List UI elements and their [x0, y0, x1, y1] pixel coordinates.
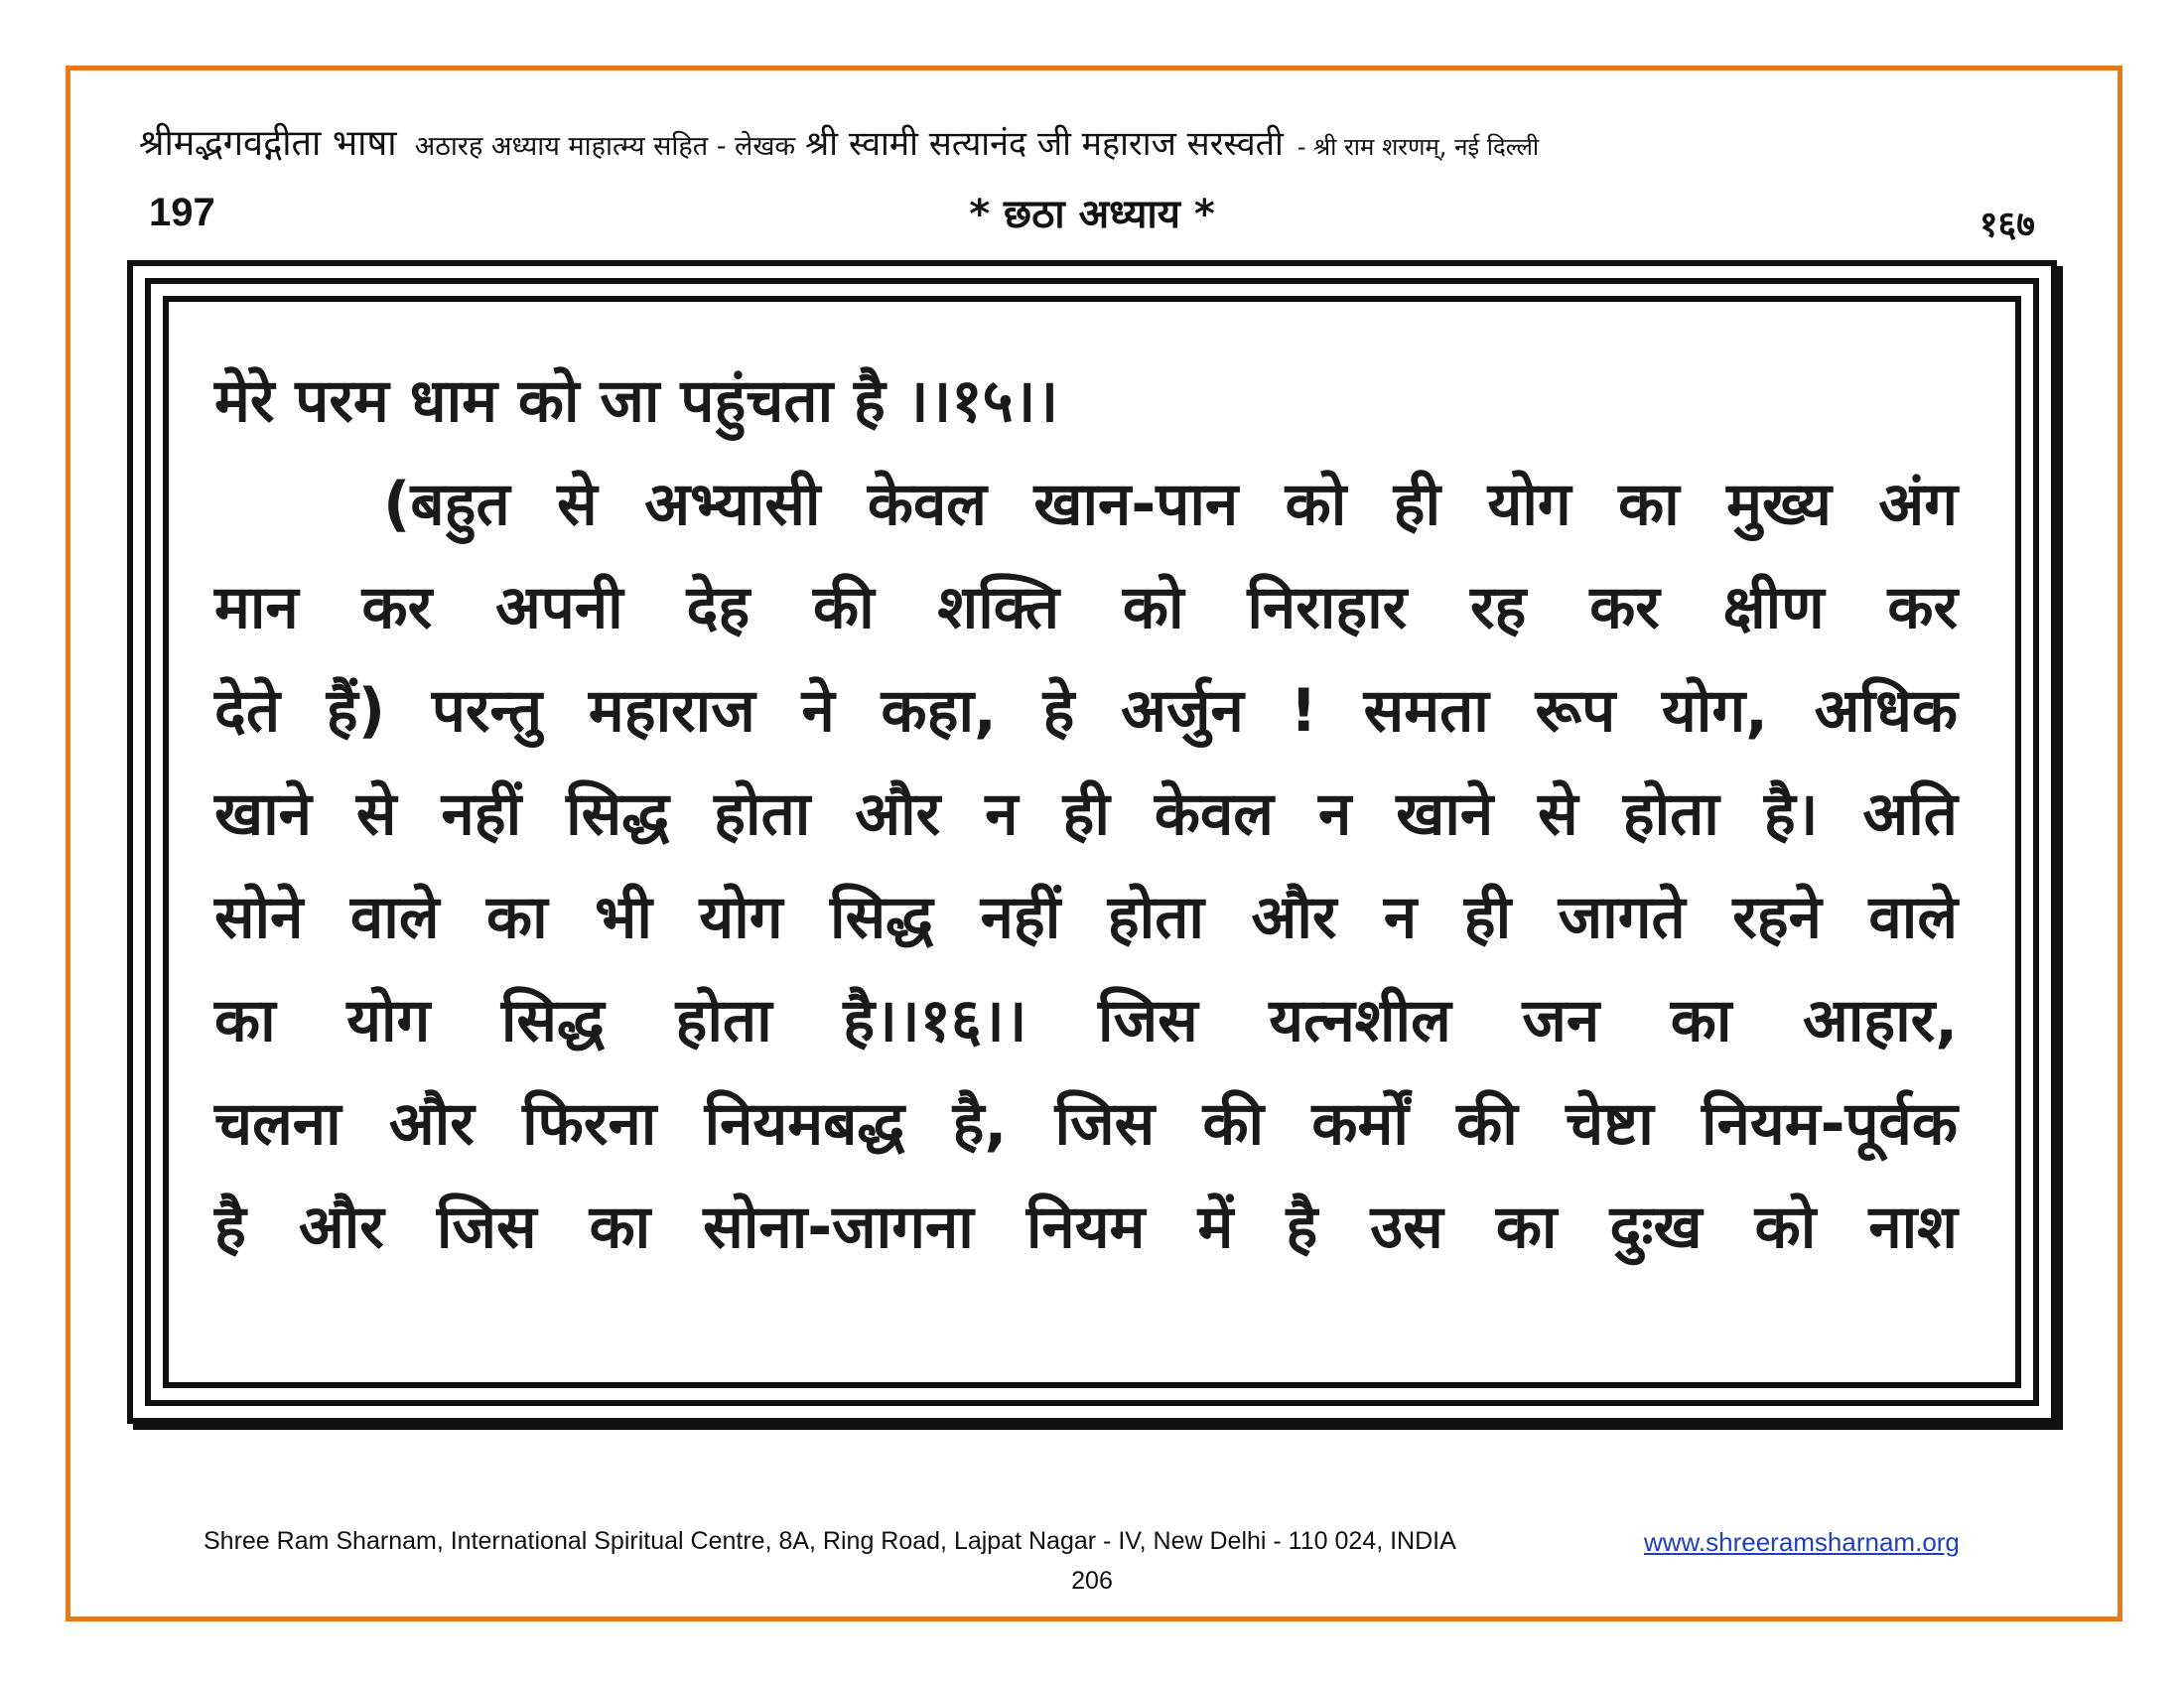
scripture-text: [214, 350, 1958, 1279]
text-line: देते हैं) परन्तु महाराज ने कहा, हे अर्जुन ! समता रूप योग, अधिक: [214, 676, 1958, 746]
text-line: (बहुत से अभ्यासी केवल खान-पान को ही योग का मुख्य अंग: [383, 470, 1958, 539]
text-line: का योग सिद्ध होता है।।१६।। जिस यत्नशील जन का आहार,: [214, 986, 1958, 1055]
publisher-place: - श्री राम शरणम्, नई दिल्ली: [1297, 133, 1540, 161]
text-line: खाने से नहीं सिद्ध होता और न ही केवल न खाने से होता है। अति: [214, 779, 1958, 849]
footer-page-number: 206: [1071, 1567, 1113, 1595]
website-link[interactable]: www.shreeramsharnam.org: [1644, 1527, 1960, 1557]
chapter-heading: * छठा अध्याय *: [969, 192, 1215, 237]
document-header: [139, 117, 2065, 166]
text-line: है और जिस का सोना-जागना नियम में है उस का दुःख को नाश: [214, 1193, 1958, 1262]
book-title: श्रीमद्भगवद्गीता भाषा: [139, 123, 397, 164]
book-page-number: 197: [149, 191, 215, 234]
book-subtitle: अठारह अध्याय माहात्म्य सहित - लेखक: [414, 131, 796, 162]
text-line: मेरे परम धाम को जा पहुंचता है ।।१५।।: [214, 366, 1059, 436]
footer-address: Shree Ram Sharnam, International Spiritual Centre, 8A, Ring Road, Lajpat Nagar - IV, New Delhi - 110 024, INDIA: [204, 1527, 1456, 1555]
text-line: चलना और फिरना नियमबद्ध है, जिस की कर्मों की चेष्टा नियम-पूर्वक: [214, 1089, 1958, 1159]
devanagari-page-number: १६७: [1979, 205, 2035, 245]
text-line: मान कर अपनी देह की शक्ति को निराहार रह कर क्षीण कर: [214, 573, 1958, 642]
text-line: सोने वाले का भी योग सिद्ध नहीं होता और न ही जागते रहने वाले: [214, 883, 1958, 952]
author-name: श्री स्वामी सत्यानंद जी महाराज सरस्वती: [805, 124, 1284, 164]
